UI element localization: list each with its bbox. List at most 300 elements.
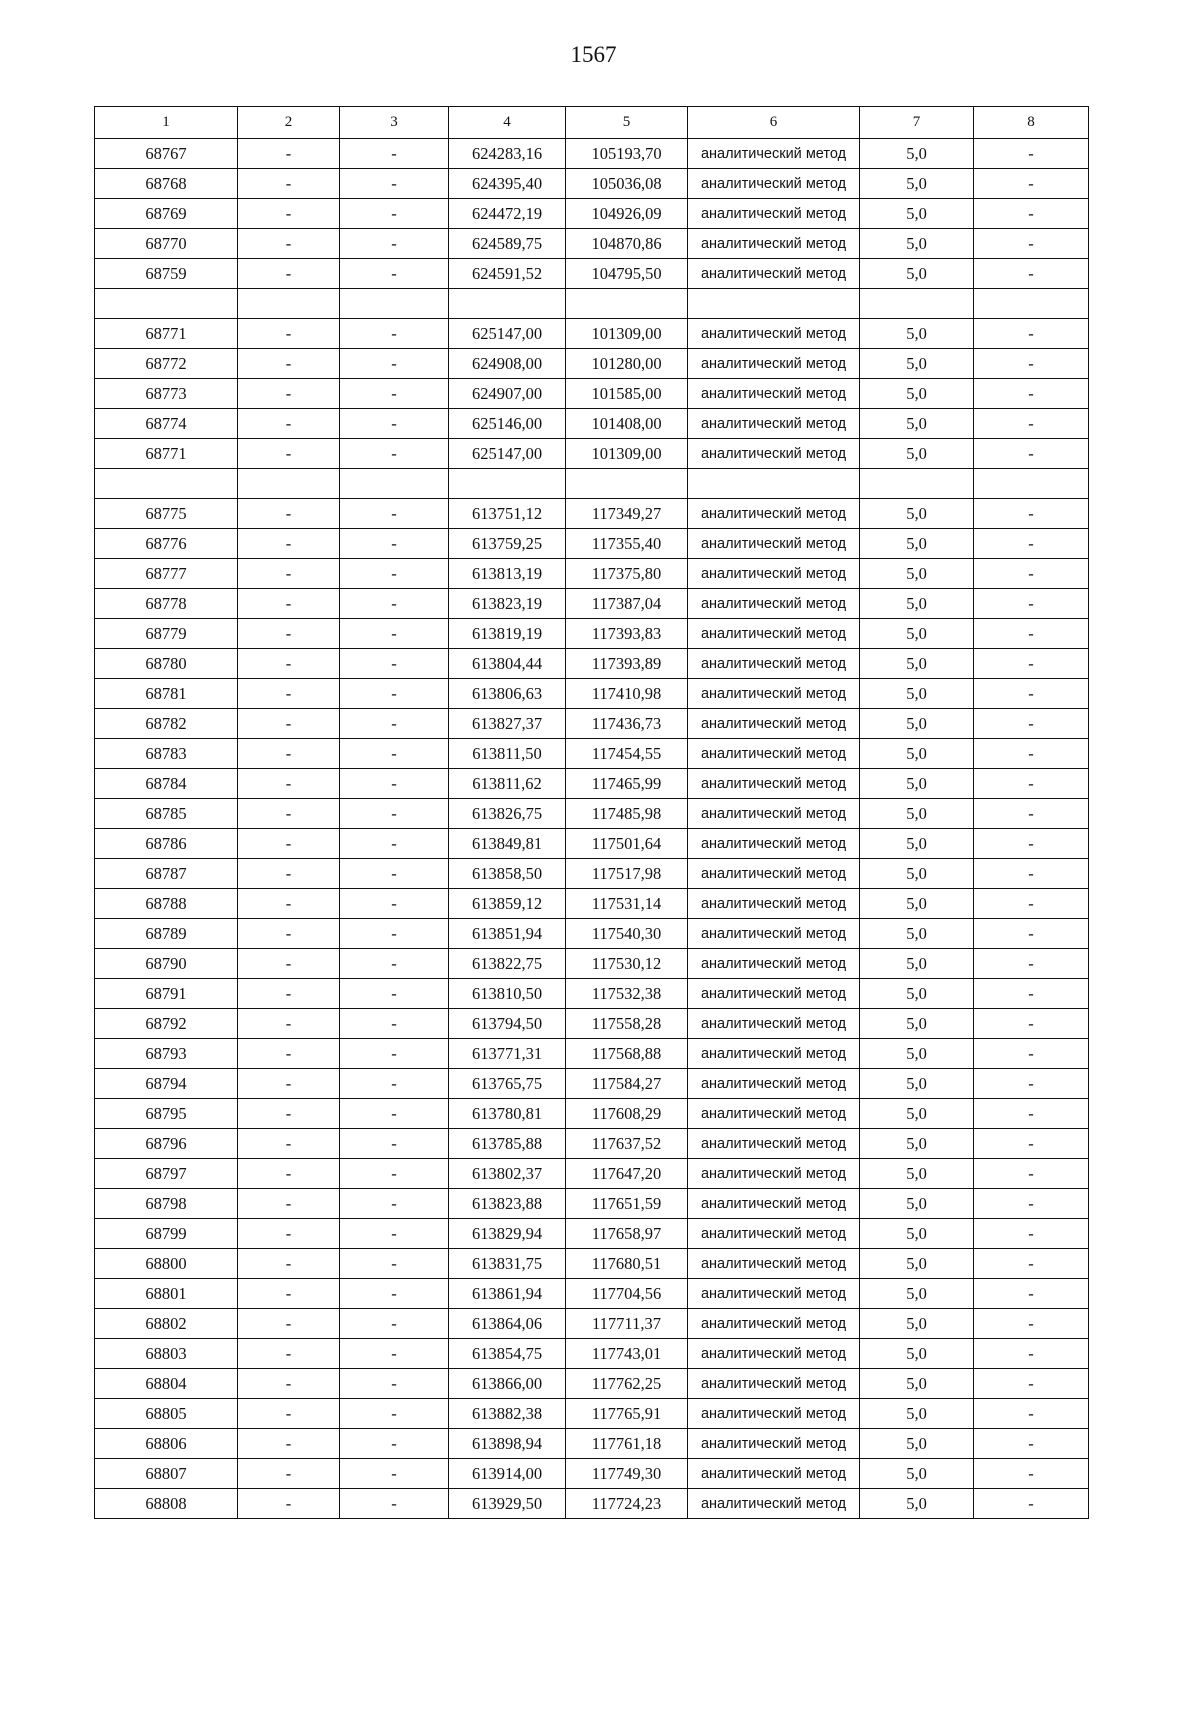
column-header: 6	[688, 107, 860, 139]
cell-method: аналитический метод	[688, 439, 860, 469]
cell-accuracy	[860, 469, 974, 499]
cell-method	[688, 469, 860, 499]
page-number: 1567	[570, 42, 617, 67]
cell-col-8: -	[974, 919, 1089, 949]
cell-col-2: -	[238, 1189, 340, 1219]
cell-point-id: 68768	[95, 169, 238, 199]
cell-point-id: 68778	[95, 589, 238, 619]
cell-coord-y: 117762,25	[566, 1369, 688, 1399]
cell-method: аналитический метод	[688, 1009, 860, 1039]
cell-col-8: -	[974, 979, 1089, 1009]
table-row	[95, 529, 1089, 559]
cell-accuracy: 5,0	[860, 889, 974, 919]
cell-col-3: -	[340, 1489, 449, 1519]
cell-col-3: -	[340, 589, 449, 619]
cell-point-id	[95, 289, 238, 319]
cell-coord-x: 613819,19	[449, 619, 566, 649]
cell-coord-x: 613794,50	[449, 1009, 566, 1039]
cell-method: аналитический метод	[688, 349, 860, 379]
cell-col-3: -	[340, 1339, 449, 1369]
cell-coord-x: 613822,75	[449, 949, 566, 979]
cell-coord-x: 613823,88	[449, 1189, 566, 1219]
cell-col-2: -	[238, 1159, 340, 1189]
column-header: 2	[238, 107, 340, 139]
cell-accuracy: 5,0	[860, 859, 974, 889]
cell-coord-x: 613806,63	[449, 679, 566, 709]
cell-point-id: 68771	[95, 319, 238, 349]
table-row	[95, 979, 1089, 1009]
cell-col-8: -	[974, 829, 1089, 859]
cell-accuracy: 5,0	[860, 559, 974, 589]
cell-point-id: 68798	[95, 1189, 238, 1219]
cell-col-3: -	[340, 409, 449, 439]
cell-coord-x: 613859,12	[449, 889, 566, 919]
table-row	[95, 739, 1089, 769]
table-row	[95, 1129, 1089, 1159]
cell-method: аналитический метод	[688, 1459, 860, 1489]
cell-coord-x: 613858,50	[449, 859, 566, 889]
cell-col-3: -	[340, 799, 449, 829]
cell-coord-y: 101408,00	[566, 409, 688, 439]
cell-point-id: 68780	[95, 649, 238, 679]
cell-col-2: -	[238, 619, 340, 649]
cell-col-3: -	[340, 229, 449, 259]
cell-col-3: -	[340, 1159, 449, 1189]
cell-col-8: -	[974, 349, 1089, 379]
cell-coord-y: 117387,04	[566, 589, 688, 619]
cell-point-id: 68783	[95, 739, 238, 769]
cell-coord-x: 613827,37	[449, 709, 566, 739]
cell-col-3: -	[340, 139, 449, 169]
cell-coord-y: 117393,89	[566, 649, 688, 679]
cell-coord-y: 104870,86	[566, 229, 688, 259]
cell-coord-x: 613929,50	[449, 1489, 566, 1519]
cell-point-id: 68794	[95, 1069, 238, 1099]
cell-point-id: 68802	[95, 1309, 238, 1339]
table-row	[95, 319, 1089, 349]
cell-accuracy: 5,0	[860, 139, 974, 169]
cell-coord-x: 613823,19	[449, 589, 566, 619]
cell-coord-y: 117637,52	[566, 1129, 688, 1159]
cell-point-id: 68803	[95, 1339, 238, 1369]
cell-coord-x: 613826,75	[449, 799, 566, 829]
cell-col-8: -	[974, 199, 1089, 229]
cell-col-2: -	[238, 259, 340, 289]
cell-method: аналитический метод	[688, 319, 860, 349]
cell-coord-x: 625147,00	[449, 319, 566, 349]
cell-method: аналитический метод	[688, 799, 860, 829]
cell-method: аналитический метод	[688, 769, 860, 799]
cell-accuracy: 5,0	[860, 739, 974, 769]
cell-coord-x: 624395,40	[449, 169, 566, 199]
cell-col-8: -	[974, 1159, 1089, 1189]
cell-col-3: -	[340, 1219, 449, 1249]
table-row	[95, 589, 1089, 619]
cell-col-2	[238, 469, 340, 499]
cell-coord-x: 613759,25	[449, 529, 566, 559]
cell-col-3: -	[340, 739, 449, 769]
column-header: 1	[95, 107, 238, 139]
table-row	[95, 1069, 1089, 1099]
cell-method: аналитический метод	[688, 1339, 860, 1369]
cell-col-2: -	[238, 709, 340, 739]
table-row	[95, 169, 1089, 199]
cell-point-id: 68775	[95, 499, 238, 529]
cell-coord-x: 613813,19	[449, 559, 566, 589]
table-separator-row	[95, 289, 1089, 319]
cell-col-2: -	[238, 679, 340, 709]
table-row	[95, 679, 1089, 709]
cell-point-id: 68781	[95, 679, 238, 709]
cell-coord-y: 117393,83	[566, 619, 688, 649]
cell-point-id: 68791	[95, 979, 238, 1009]
cell-method: аналитический метод	[688, 1249, 860, 1279]
cell-col-8	[974, 289, 1089, 319]
cell-col-2: -	[238, 799, 340, 829]
cell-col-2: -	[238, 1339, 340, 1369]
cell-coord-y: 117761,18	[566, 1429, 688, 1459]
cell-point-id: 68788	[95, 889, 238, 919]
cell-col-8: -	[974, 709, 1089, 739]
cell-point-id: 68800	[95, 1249, 238, 1279]
cell-coord-x: 613804,44	[449, 649, 566, 679]
cell-coord-y: 117704,56	[566, 1279, 688, 1309]
cell-coord-y	[566, 289, 688, 319]
cell-accuracy: 5,0	[860, 589, 974, 619]
cell-point-id: 68772	[95, 349, 238, 379]
cell-coord-x: 613854,75	[449, 1339, 566, 1369]
cell-col-2: -	[238, 409, 340, 439]
cell-coord-y: 117454,55	[566, 739, 688, 769]
cell-col-8	[974, 469, 1089, 499]
cell-col-3: -	[340, 1279, 449, 1309]
cell-coord-x: 624591,52	[449, 259, 566, 289]
cell-col-8: -	[974, 619, 1089, 649]
cell-method: аналитический метод	[688, 1279, 860, 1309]
cell-col-2: -	[238, 1429, 340, 1459]
cell-col-8: -	[974, 139, 1089, 169]
cell-col-2: -	[238, 529, 340, 559]
cell-accuracy: 5,0	[860, 1459, 974, 1489]
cell-coord-y: 117749,30	[566, 1459, 688, 1489]
cell-accuracy: 5,0	[860, 619, 974, 649]
table-row	[95, 259, 1089, 289]
cell-col-8: -	[974, 1099, 1089, 1129]
cell-accuracy: 5,0	[860, 649, 974, 679]
cell-method: аналитический метод	[688, 259, 860, 289]
cell-method: аналитический метод	[688, 229, 860, 259]
cell-col-8: -	[974, 1219, 1089, 1249]
cell-col-8: -	[974, 1489, 1089, 1519]
cell-accuracy: 5,0	[860, 1219, 974, 1249]
cell-accuracy: 5,0	[860, 319, 974, 349]
cell-col-8: -	[974, 1399, 1089, 1429]
cell-col-3: -	[340, 319, 449, 349]
cell-col-8: -	[974, 1189, 1089, 1219]
cell-coord-x: 625147,00	[449, 439, 566, 469]
cell-col-2: -	[238, 199, 340, 229]
cell-col-2: -	[238, 1249, 340, 1279]
cell-point-id: 68797	[95, 1159, 238, 1189]
cell-coord-x: 613864,06	[449, 1309, 566, 1339]
cell-accuracy: 5,0	[860, 1369, 974, 1399]
cell-coord-y: 101585,00	[566, 379, 688, 409]
table-row	[95, 139, 1089, 169]
cell-point-id: 68808	[95, 1489, 238, 1519]
cell-col-3: -	[340, 1129, 449, 1159]
table-row	[95, 1039, 1089, 1069]
cell-coord-x: 613831,75	[449, 1249, 566, 1279]
cell-coord-x: 624589,75	[449, 229, 566, 259]
cell-accuracy: 5,0	[860, 1489, 974, 1519]
cell-coord-y: 117501,64	[566, 829, 688, 859]
cell-point-id: 68769	[95, 199, 238, 229]
cell-col-3: -	[340, 559, 449, 589]
cell-col-3: -	[340, 889, 449, 919]
table-row	[95, 1489, 1089, 1519]
cell-method: аналитический метод	[688, 1399, 860, 1429]
cell-col-3	[340, 469, 449, 499]
table-row	[95, 1189, 1089, 1219]
cell-col-3: -	[340, 439, 449, 469]
cell-point-id: 68796	[95, 1129, 238, 1159]
cell-col-3: -	[340, 709, 449, 739]
cell-col-8: -	[974, 1459, 1089, 1489]
cell-col-2: -	[238, 1489, 340, 1519]
table-row	[95, 769, 1089, 799]
cell-point-id: 68789	[95, 919, 238, 949]
cell-accuracy: 5,0	[860, 679, 974, 709]
cell-col-3: -	[340, 1009, 449, 1039]
table-row	[95, 919, 1089, 949]
cell-coord-x: 613851,94	[449, 919, 566, 949]
cell-point-id: 68804	[95, 1369, 238, 1399]
cell-coord-y: 117530,12	[566, 949, 688, 979]
cell-accuracy: 5,0	[860, 1309, 974, 1339]
cell-point-id: 68801	[95, 1279, 238, 1309]
cell-coord-y: 104926,09	[566, 199, 688, 229]
cell-coord-x: 624472,19	[449, 199, 566, 229]
cell-point-id: 68774	[95, 409, 238, 439]
cell-coord-x: 613771,31	[449, 1039, 566, 1069]
cell-method: аналитический метод	[688, 499, 860, 529]
cell-col-8: -	[974, 589, 1089, 619]
cell-accuracy: 5,0	[860, 799, 974, 829]
cell-col-3: -	[340, 199, 449, 229]
cell-point-id: 68787	[95, 859, 238, 889]
cell-coord-y: 117584,27	[566, 1069, 688, 1099]
cell-accuracy: 5,0	[860, 1129, 974, 1159]
cell-coord-y: 117517,98	[566, 859, 688, 889]
cell-method: аналитический метод	[688, 169, 860, 199]
cell-col-3: -	[340, 1039, 449, 1069]
cell-method: аналитический метод	[688, 619, 860, 649]
cell-col-8: -	[974, 409, 1089, 439]
table-row	[95, 1369, 1089, 1399]
table-row	[95, 949, 1089, 979]
cell-point-id: 68777	[95, 559, 238, 589]
cell-accuracy: 5,0	[860, 259, 974, 289]
cell-coord-y: 101309,00	[566, 439, 688, 469]
cell-col-2: -	[238, 379, 340, 409]
cell-point-id: 68784	[95, 769, 238, 799]
cell-accuracy: 5,0	[860, 439, 974, 469]
column-header: 3	[340, 107, 449, 139]
cell-accuracy: 5,0	[860, 1069, 974, 1099]
cell-accuracy: 5,0	[860, 1009, 974, 1039]
cell-point-id: 68790	[95, 949, 238, 979]
cell-accuracy: 5,0	[860, 829, 974, 859]
cell-method: аналитический метод	[688, 949, 860, 979]
cell-col-3: -	[340, 619, 449, 649]
cell-col-2: -	[238, 1309, 340, 1339]
cell-col-8: -	[974, 649, 1089, 679]
table-separator-row	[95, 469, 1089, 499]
cell-col-3: -	[340, 1189, 449, 1219]
cell-point-id: 68799	[95, 1219, 238, 1249]
cell-col-3: -	[340, 1249, 449, 1279]
table-row	[95, 1429, 1089, 1459]
cell-coord-y: 117680,51	[566, 1249, 688, 1279]
cell-accuracy: 5,0	[860, 1189, 974, 1219]
cell-col-3: -	[340, 1369, 449, 1399]
cell-col-3: -	[340, 979, 449, 1009]
cell-method: аналитический метод	[688, 709, 860, 739]
cell-coord-y: 117651,59	[566, 1189, 688, 1219]
cell-col-8: -	[974, 1279, 1089, 1309]
column-header: 4	[449, 107, 566, 139]
cell-accuracy: 5,0	[860, 709, 974, 739]
cell-col-2: -	[238, 1009, 340, 1039]
cell-col-8: -	[974, 319, 1089, 349]
cell-method: аналитический метод	[688, 979, 860, 1009]
cell-coord-y: 117436,73	[566, 709, 688, 739]
table-row	[95, 1219, 1089, 1249]
table-row	[95, 379, 1089, 409]
cell-method: аналитический метод	[688, 199, 860, 229]
cell-point-id: 68807	[95, 1459, 238, 1489]
table-header	[95, 107, 1089, 139]
table-row	[95, 1159, 1089, 1189]
cell-col-3: -	[340, 769, 449, 799]
cell-col-2: -	[238, 769, 340, 799]
cell-method: аналитический метод	[688, 1489, 860, 1519]
cell-coord-x: 613810,50	[449, 979, 566, 1009]
cell-coord-x: 613802,37	[449, 1159, 566, 1189]
cell-accuracy: 5,0	[860, 529, 974, 559]
table-row	[95, 559, 1089, 589]
cell-coord-y: 117531,14	[566, 889, 688, 919]
cell-col-8: -	[974, 889, 1089, 919]
cell-col-3	[340, 289, 449, 319]
cell-coord-y: 105036,08	[566, 169, 688, 199]
cell-col-2: -	[238, 859, 340, 889]
cell-col-8: -	[974, 949, 1089, 979]
cell-coord-y: 117349,27	[566, 499, 688, 529]
cell-coord-y: 117558,28	[566, 1009, 688, 1039]
cell-col-2: -	[238, 1129, 340, 1159]
cell-col-8: -	[974, 799, 1089, 829]
cell-col-3: -	[340, 169, 449, 199]
cell-col-8: -	[974, 679, 1089, 709]
table-row	[95, 1009, 1089, 1039]
cell-coord-y: 117608,29	[566, 1099, 688, 1129]
table-row	[95, 1309, 1089, 1339]
cell-accuracy: 5,0	[860, 349, 974, 379]
table-row	[95, 1249, 1089, 1279]
cell-coord-y: 117485,98	[566, 799, 688, 829]
cell-col-2: -	[238, 739, 340, 769]
cell-col-3: -	[340, 1309, 449, 1339]
cell-method: аналитический метод	[688, 409, 860, 439]
cell-accuracy: 5,0	[860, 919, 974, 949]
table-row	[95, 439, 1089, 469]
table-row	[95, 1339, 1089, 1369]
cell-col-3: -	[340, 859, 449, 889]
cell-coord-y: 117375,80	[566, 559, 688, 589]
cell-coord-y: 117647,20	[566, 1159, 688, 1189]
table-row	[95, 499, 1089, 529]
column-header: 7	[860, 107, 974, 139]
cell-coord-x: 613765,75	[449, 1069, 566, 1099]
cell-col-8: -	[974, 1129, 1089, 1159]
cell-coord-y: 104795,50	[566, 259, 688, 289]
cell-col-2: -	[238, 169, 340, 199]
cell-coord-x: 613866,00	[449, 1369, 566, 1399]
cell-col-2: -	[238, 349, 340, 379]
cell-col-3: -	[340, 919, 449, 949]
cell-method: аналитический метод	[688, 589, 860, 619]
cell-col-2: -	[238, 499, 340, 529]
cell-method: аналитический метод	[688, 1159, 860, 1189]
cell-col-2: -	[238, 589, 340, 619]
cell-coord-y: 105193,70	[566, 139, 688, 169]
cell-col-3: -	[340, 1459, 449, 1489]
table-row	[95, 349, 1089, 379]
cell-col-8: -	[974, 379, 1089, 409]
cell-method: аналитический метод	[688, 889, 860, 919]
cell-method: аналитический метод	[688, 1069, 860, 1099]
cell-col-3: -	[340, 1429, 449, 1459]
cell-col-2	[238, 289, 340, 319]
cell-accuracy: 5,0	[860, 379, 974, 409]
header-row	[95, 107, 1089, 139]
cell-coord-y: 117355,40	[566, 529, 688, 559]
cell-coord-y: 117765,91	[566, 1399, 688, 1429]
cell-col-2: -	[238, 1069, 340, 1099]
cell-coord-x: 613811,62	[449, 769, 566, 799]
cell-point-id: 68786	[95, 829, 238, 859]
cell-col-3: -	[340, 499, 449, 529]
cell-accuracy: 5,0	[860, 769, 974, 799]
cell-method: аналитический метод	[688, 1309, 860, 1339]
cell-accuracy: 5,0	[860, 1399, 974, 1429]
cell-col-8: -	[974, 1069, 1089, 1099]
cell-col-2: -	[238, 1219, 340, 1249]
column-header: 8	[974, 107, 1089, 139]
cell-col-3: -	[340, 259, 449, 289]
cell-method: аналитический метод	[688, 379, 860, 409]
cell-col-2: -	[238, 1039, 340, 1069]
cell-coord-x: 624907,00	[449, 379, 566, 409]
cell-coord-y: 117568,88	[566, 1039, 688, 1069]
cell-method: аналитический метод	[688, 529, 860, 559]
cell-col-8: -	[974, 859, 1089, 889]
cell-col-8: -	[974, 169, 1089, 199]
cell-point-id: 68771	[95, 439, 238, 469]
cell-col-2: -	[238, 139, 340, 169]
table-body	[95, 139, 1089, 1519]
